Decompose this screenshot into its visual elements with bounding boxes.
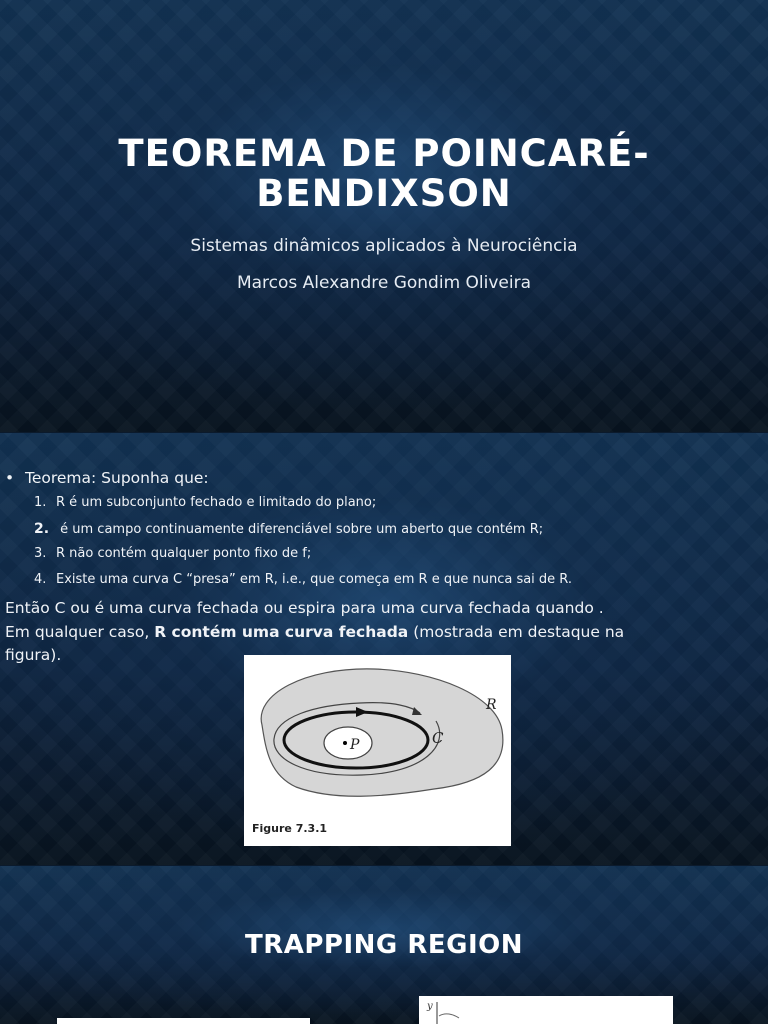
list-item: 2. é um campo continuamente diferenciável sobre um aberto que contém R; xyxy=(34,520,544,537)
label-c: C xyxy=(432,729,444,747)
hypothesis-list xyxy=(34,493,572,595)
trapping-region-figure xyxy=(244,655,511,846)
theorem-bullet xyxy=(5,469,209,487)
region-r xyxy=(261,669,503,796)
figure-right-partial xyxy=(419,996,673,1024)
slide-subtitle: Sistemas dinâmicos aplicados à Neurociência xyxy=(190,236,578,256)
title-line-2: BENDIXSON xyxy=(256,172,512,215)
label-p: P xyxy=(350,737,360,753)
curve-start xyxy=(439,1014,459,1018)
trapping-region-slide xyxy=(0,866,768,1024)
axes-drawing xyxy=(419,996,673,1024)
conclusion-bold: R contém uma curva fechada xyxy=(154,622,409,641)
fixed-point-dot xyxy=(343,741,347,745)
list-item: 1. R é um subconjunto fechado e limitado do plano; xyxy=(34,495,377,510)
list-item: 3. R não contém qualquer ponto fixo de f; xyxy=(34,546,312,561)
theorem-heading: Teorema: Suponha que: xyxy=(25,469,209,487)
list-item: 4. Existe uma curva C “presa” em R, i.e., que começa em R e que nunca sai de R. xyxy=(34,571,573,587)
fixed-point-region xyxy=(324,727,372,759)
slide-author: Marcos Alexandre Gondim Oliveira xyxy=(236,273,532,293)
axis-label-y: y xyxy=(427,1001,433,1012)
conclusion-line-2: Em qualquer caso, R contém uma curva fechada (mostrada em destaque na figura). xyxy=(5,622,625,664)
title-line-1: TEOREMA DE POINCARÉ- xyxy=(118,132,650,175)
theorem-slide xyxy=(0,433,768,865)
figure-caption: Figure 7.3.1 xyxy=(252,822,328,835)
bullet-dot-icon: • xyxy=(5,469,15,487)
label-r: R xyxy=(486,697,497,713)
slide-title xyxy=(0,134,768,214)
figure-drawing xyxy=(244,655,511,846)
figure-left-partial xyxy=(57,1018,310,1024)
conclusion-line-1: Então C ou é uma curva fechada ou espira para uma curva fechada quando . xyxy=(5,599,604,617)
title-slide xyxy=(0,0,768,432)
slide-title: TRAPPING REGION xyxy=(245,930,523,960)
